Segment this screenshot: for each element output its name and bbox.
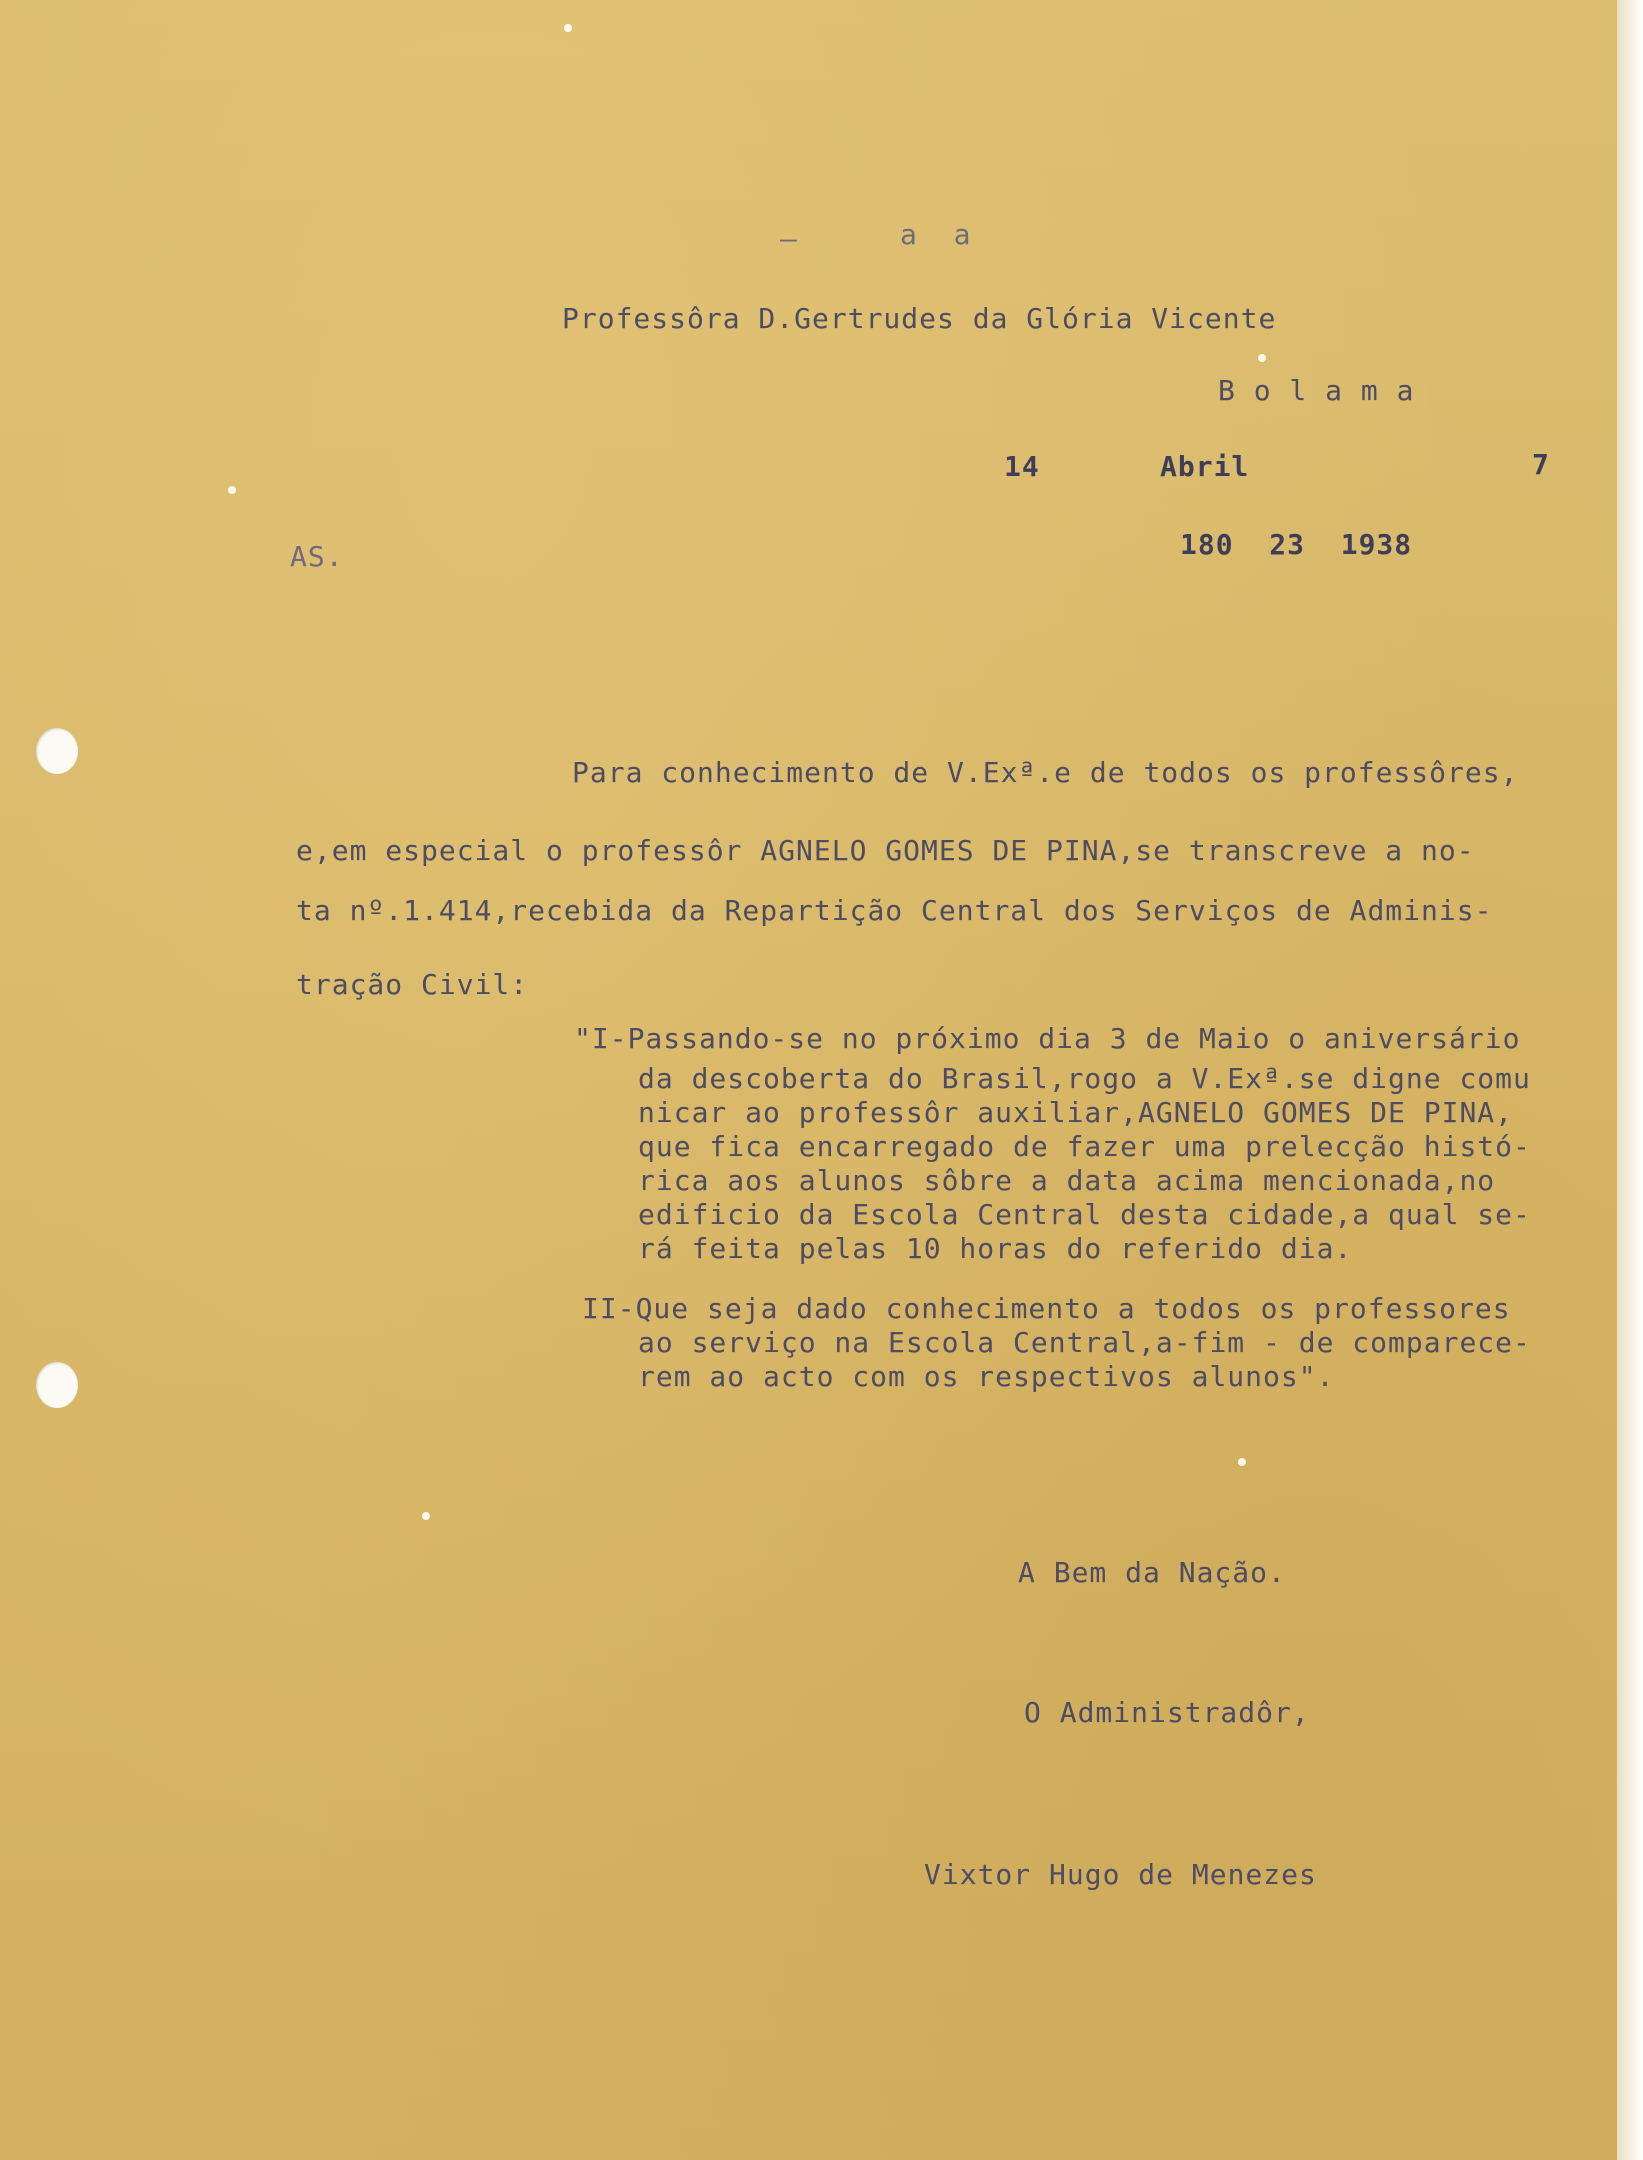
paper-speck	[228, 486, 236, 494]
paper-speck	[564, 24, 572, 32]
quote-line: edificio da Escola Central desta cidade,a qual se-	[638, 1198, 1531, 1231]
quote-line: "I-Passando-se no próximo dia 3 de Maio o aniversário	[574, 1022, 1521, 1055]
date-year-fragment: 7	[1532, 448, 1550, 481]
quote-line: rá feita pelas 10 horas do referido dia.	[638, 1232, 1353, 1265]
closing: A Bem da Nação.	[1018, 1556, 1286, 1589]
signer-name: Vixtor Hugo de Menezes	[924, 1858, 1317, 1891]
quote-line: nicar ao professôr auxiliar,AGNELO GOMES DE PINA,	[638, 1096, 1514, 1129]
punch-hole-bottom	[36, 1362, 78, 1408]
punch-hole-top	[36, 728, 78, 774]
signer-title: O Administradôr,	[1024, 1696, 1310, 1729]
paper-speck	[422, 1512, 430, 1520]
quote-line: II-Que seja dado conhecimento a todos os professores	[582, 1292, 1511, 1325]
body-line: ta nº.1.414,recebida da Repartição Central dos Serviços de Adminis-	[296, 894, 1493, 927]
quote-line: ao serviço na Escola Central,a-fim - de comparece-	[638, 1326, 1531, 1359]
reference-number: 180 23 1938	[1180, 528, 1413, 561]
body-line: tração Civil:	[296, 968, 529, 1001]
body-line: Para conhecimento de V.Exª.e de todos os professôres,	[572, 756, 1519, 789]
ref-label: AS.	[290, 540, 344, 573]
quote-line: rem ao acto com os respectivos alunos".	[638, 1360, 1335, 1393]
addressee: Professôra D.Gertrudes da Glória Vicente	[562, 302, 1277, 335]
header-marks: a a	[900, 218, 972, 251]
header-dash: –	[780, 222, 798, 255]
quote-line: rica aos alunos sôbre a data acima mencionada,no	[638, 1164, 1496, 1197]
paper-edge	[1617, 0, 1643, 2160]
paper-speck	[1258, 354, 1266, 362]
paper-speck	[1238, 1458, 1246, 1466]
quote-line: da descoberta do Brasil,rogo a V.Exª.se digne comu	[638, 1062, 1531, 1095]
date-day: 14	[1004, 450, 1040, 483]
date-month: Abril	[1160, 450, 1250, 483]
quote-line: que fica encarregado de fazer uma prelecção histó-	[638, 1130, 1531, 1163]
body-line: e,em especial o professôr AGNELO GOMES DE PINA,se transcreve a no-	[296, 834, 1475, 867]
city: B o l a m a	[1218, 374, 1415, 407]
